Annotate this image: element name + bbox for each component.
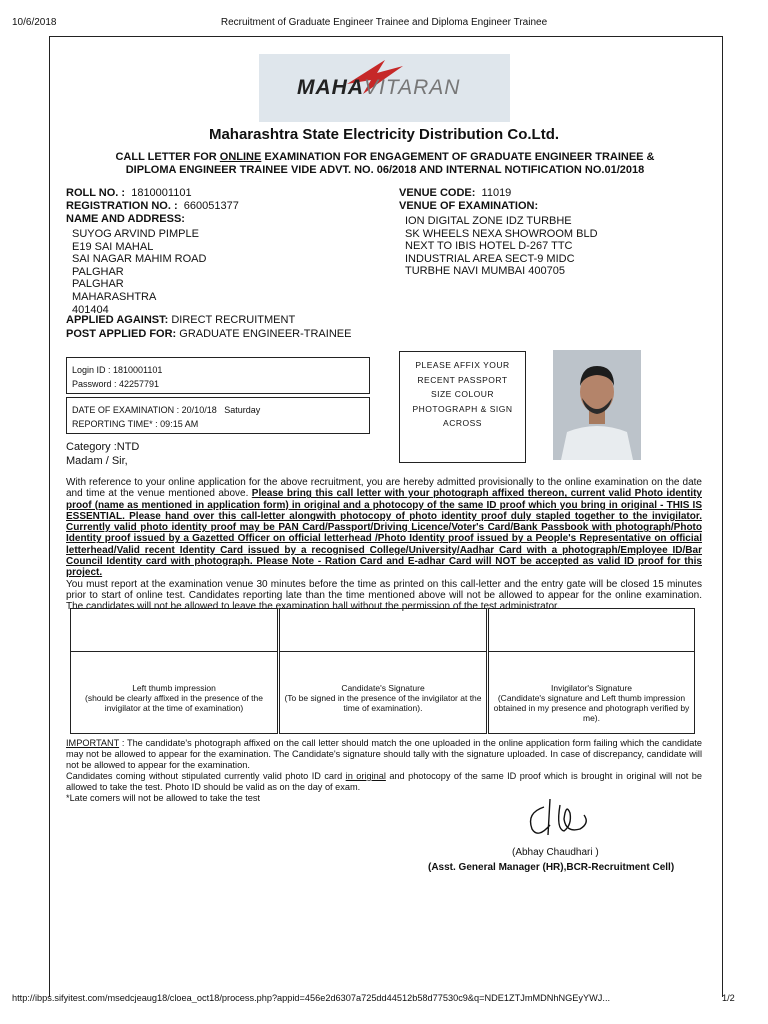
invigilator-signature-cell: Invigilator's Signature (Candidate's signature and Left thumb impression obtained in my presence and photograph verified by me). bbox=[488, 608, 695, 734]
print-date: 10/6/2018 bbox=[12, 17, 57, 28]
call-letter-title: CALL LETTER FOR ONLINE EXAMINATION FOR ENGAGEMENT OF GRADUATE ENGINEER TRAINEE & DIPLOMA ENGINEER TRAINEE VIDE ADVT. NO. 06/2018 AND INTERNAL NOTIFICATION NO.01/2018 bbox=[115, 151, 655, 176]
login-box: Login ID : 1810001101 Password : 42257791 bbox=[66, 357, 370, 394]
important-notes: IMPORTANT : The candidate's photograph affixed on the call letter should match the one uploaded in the online application form failing which the candidate may not be allowed to appear for the examination. The Candidate's signature should tally with the signature uploaded. In case of discrepancy, candidate will not be allowed to appear for the examination. Candidates coming without stipulated currently valid photo ID card in original and photocopy of the same ID proof which is brought in original will not be allowed to take the test. Photo ID should be valid as on the day of exam. *Late comers will not be allowed to take the test bbox=[66, 738, 703, 803]
candidate-address: SUYOG ARVIND PIMPLE E19 SAI MAHAL SAI NAGAR MAHIM ROAD PALGHAR PALGHAR MAHARASHTRA 401404 bbox=[72, 228, 207, 316]
signatory-name: (Abhay Chaudhari ) bbox=[512, 847, 599, 858]
venue-details: VENUE CODE: 11019 VENUE OF EXAMINATION: bbox=[399, 187, 539, 212]
logo-maha: MAHA bbox=[297, 76, 364, 99]
exam-schedule-box: DATE OF EXAMINATION : 20/10/18 Saturday REPORTING TIME* : 09:15 AM bbox=[66, 397, 370, 434]
category-salutation: Category :NTD Madam / Sir, bbox=[66, 441, 140, 467]
company-name: Maharashtra State Electricity Distribution Co.Ltd. bbox=[208, 126, 560, 143]
venue-address: ION DIGITAL ZONE IDZ TURBHE SK WHEELS NEXA SHOWROOM BLD NEXT TO IBIS HOTEL D-267 TTC INDUSTRIAL AREA SECT-9 MIDC TURBHE NAVI MUMBAI 400705 bbox=[405, 215, 598, 278]
print-title: Recruitment of Graduate Engineer Trainee and Diploma Engineer Trainee bbox=[220, 17, 548, 28]
page-number: 1/2 bbox=[722, 993, 735, 1003]
mahavitaran-logo bbox=[259, 54, 510, 122]
candidate-signature-cell: Candidate's Signature (To be signed in the presence of the invigilator at the time of examination). bbox=[279, 608, 487, 734]
application-info: APPLIED AGAINST: DIRECT RECRUITMENT POST APPLIED FOR: GRADUATE ENGINEER-TRAINEE bbox=[66, 314, 352, 340]
instructions-paragraph: With reference to your online application for the above recruitment, you are hereby admitted provisionally to the online examination on the date and time at the venue mentioned above. Please bring this call letter with your photograph affixed thereon, current valid Photo identity proof (name as mentioned in application form) in original and a photocopy of the same ID proof which you bring in original - THIS IS ESSENTIAL. Please hand over this call-letter alongwith photocopy of photo identity proof duly stapled together to the invigilator. Currently valid photo identity proof may be PAN Card/Passport/Driving Licence/Voter's Card/Bank Passbook with photograph/Photo Identity proof issued by a Gazetted Officer on official letterhead /Photo Identity proof issued by a People's Representative on official letterhead/Valid recent Identity Card issued by a recognised College/University/Aadhar Card with a photograph/Employee ID/Bar Council Identity card with photograph. Please Note - Ration Card and E-adhar Card will NOT be accepted as valid ID proof for this project. You must report at the examination venue 30 minutes before the time as printed on this call-letter and the entry gate will be closed 15 minutes prior to start of online test. Candidates reporting late than the time mentioned above will not be allowed to appear for the online examination. The candidates will not be allowed to leave the examination hall without the permission of the test administrator. bbox=[66, 477, 702, 613]
signatory-designation: (Asst. General Manager (HR),BCR-Recruitment Cell) bbox=[428, 862, 675, 873]
candidate-details: ROLL NO. : 1810001101 REGISTRATION NO. : 660051377 NAME AND ADDRESS: bbox=[66, 187, 239, 225]
left-thumb-cell: Left thumb impression (should be clearly affixed in the presence of the invigilator at the time of examination) bbox=[70, 608, 278, 734]
print-url: http://ibps.sifyitest.com/msedcjeaug18/cloea_oct18/process.php?appid=456e2d6307a725dd44512b58d77530c9&q=NDE1ZTJmMDNhNGEyYWJ... bbox=[12, 993, 611, 1003]
signature-scribble bbox=[520, 795, 600, 845]
photo-affix-box: PLEASE AFFIX YOUR RECENT PASSPORT SIZE COLOUR PHOTOGRAPH & SIGN ACROSS bbox=[399, 351, 526, 463]
candidate-photo bbox=[553, 350, 641, 460]
logo-vitaran: VITARAN bbox=[364, 76, 461, 99]
